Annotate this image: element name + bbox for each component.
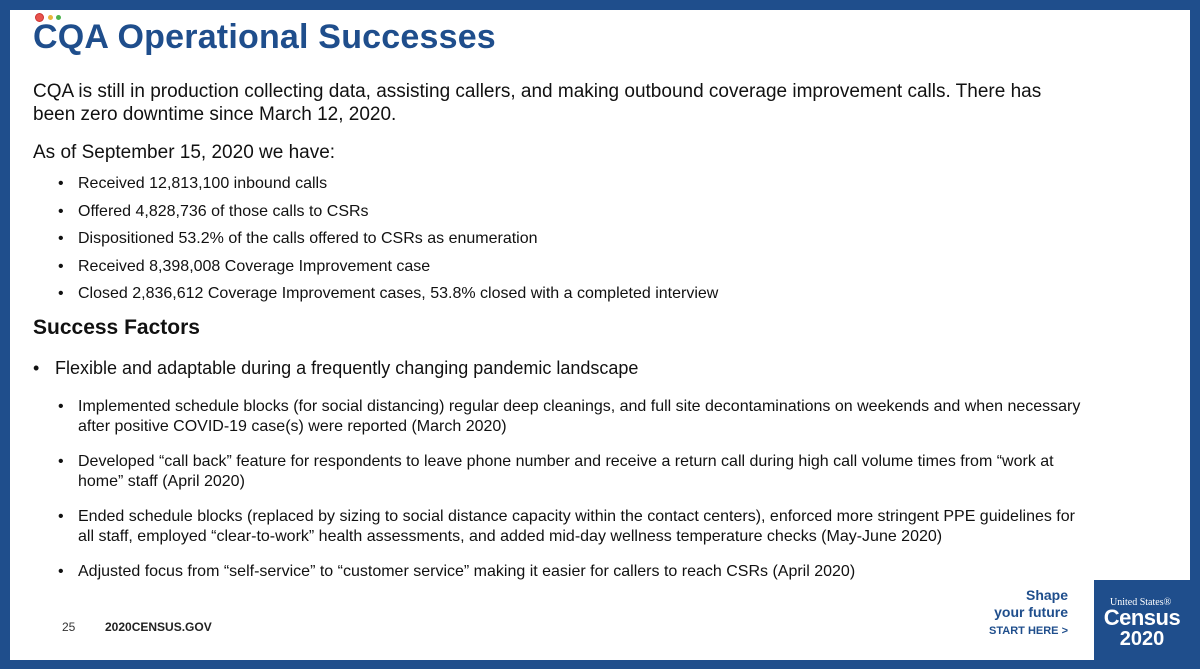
logo-year: 2020 <box>1119 628 1165 650</box>
page-number: 25 <box>62 620 76 634</box>
slide-title: CQA Operational Successes <box>33 18 496 56</box>
census-url: 2020CENSUS.GOV <box>105 620 212 634</box>
list-item: • Offered 4,828,736 of those calls to CSRs <box>58 202 718 230</box>
logo-census: Census <box>1103 605 1181 630</box>
list-item: • Adjusted focus from “self-service” to “customer service” making it easier for callers to reach CSRs (April 2020) <box>58 562 1088 582</box>
as-of-line: As of September 15, 2020 we have: <box>33 142 336 163</box>
list-item: • Developed “call back” feature for respondents to leave phone number and receive a return call during high call volume times from “work at home” staff (April 2020) <box>58 452 1088 492</box>
list-item: • Closed 2,836,612 Coverage Improvement cases, 53.8% closed with a completed interview <box>58 284 718 312</box>
tagline-line2: your future <box>994 604 1068 620</box>
sub-bullet-list <box>58 397 1088 597</box>
list-item: • Received 8,398,008 Coverage Improvement case <box>58 257 718 285</box>
logo-united-states: United States® <box>1110 597 1172 608</box>
list-item: • Implemented schedule blocks (for social distancing) regular deep cleanings, and full site decontaminations on weekends and when necessary after positive COVID-19 case(s) were reported (March 2020) <box>58 397 1088 437</box>
census-2020-logo <box>1094 580 1190 660</box>
tagline-line1: Shape <box>1025 587 1068 603</box>
intro-paragraph: CQA is still in production collecting data, assisting callers, and making outbound coverage improvement calls. There has been zero downtime since March 12, 2020. <box>33 81 1042 125</box>
list-item: • Received 12,813,100 inbound calls <box>58 174 718 202</box>
main-bullet: • Flexible and adaptable during a frequently changing pandemic landscape <box>33 358 638 379</box>
list-item: • Dispositioned 53.2% of the calls offered to CSRs as enumeration <box>58 229 718 257</box>
success-factors-heading: Success Factors <box>33 316 200 339</box>
shape-your-future-tagline <box>970 587 1068 640</box>
start-here-link[interactable]: START HERE > <box>989 625 1068 637</box>
list-item: • Ended schedule blocks (replaced by sizing to social distance capacity within the contact centers), enforced more stringent PPE guidelines for all staff, employed “clear-to-work” health assessments, and added mid-day wellness temperature checks (May-June 2020) <box>58 507 1088 547</box>
stats-list <box>58 174 718 312</box>
slide <box>10 10 1190 660</box>
